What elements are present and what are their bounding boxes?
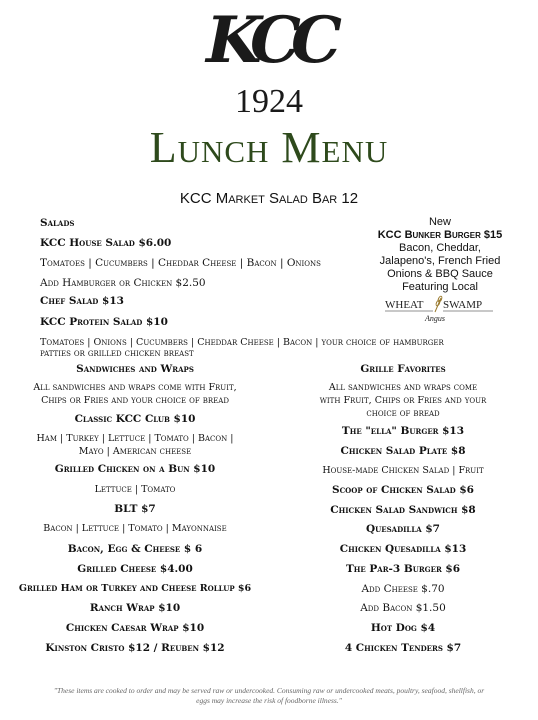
ham-turkey-rollup: Grilled Ham or Turkey and Cheese Rollup $6 bbox=[18, 583, 252, 594]
protein-salad-desc-2: patties or grilled chicken breast bbox=[40, 348, 194, 359]
ella-burger: The "ella" Burger $13 bbox=[341, 425, 465, 437]
scoop-chicken-salad: Scoop of Chicken Salad $6 bbox=[332, 484, 474, 496]
grilled-cheese: Grilled Cheese $4.00 bbox=[77, 563, 193, 575]
sandwiches-note bbox=[0, 381, 270, 407]
ranch-wrap: Ranch Wrap $10 bbox=[89, 602, 181, 614]
bacon-egg-cheese: Bacon, Egg & Cheese $ 6 bbox=[67, 543, 203, 555]
quesadilla: Quesadilla $7 bbox=[366, 523, 440, 535]
chicken-salad-sandwich: Chicken Salad Sandwich $8 bbox=[330, 504, 476, 516]
salads-heading: Salads bbox=[40, 217, 75, 229]
wheat-swamp-logo bbox=[385, 294, 495, 324]
food-safety-disclaimer bbox=[30, 686, 508, 706]
club-desc-2: Mayo | American cheese bbox=[78, 446, 192, 457]
sandwiches-heading: Sandwiches and Wraps bbox=[76, 363, 194, 375]
chef-salad: Chef Salad $13 bbox=[40, 295, 124, 307]
grilled-chicken: Grilled Chicken on a Bun $10 bbox=[54, 463, 216, 475]
add-cheese: Add Cheese $.70 bbox=[361, 583, 445, 595]
bunker-line-1: Bacon, Cheddar, bbox=[399, 242, 481, 254]
disclaimer-line-2: eggs may increase the risk of foodborne illness." bbox=[196, 696, 342, 705]
disclaimer-line-1: "These items are cooked to order and may be served raw or undercooked. Consuming raw or undercooked meats, poultry, seafood, shellfish, or bbox=[53, 686, 485, 695]
bunker-line-3: Onions & BBQ Sauce bbox=[387, 268, 493, 280]
caesar-wrap: Chicken Caesar Wrap $10 bbox=[65, 622, 205, 634]
grilled-chicken-desc: Lettuce | Tomato bbox=[94, 484, 176, 495]
grille-note-3: choice of bread bbox=[366, 408, 440, 419]
chicken-quesadilla: Chicken Quesadilla $13 bbox=[339, 543, 467, 555]
blt-desc: Bacon | Lettuce | Tomato | Mayonnaise bbox=[43, 523, 227, 534]
sandwiches-note-1: All sandwiches and wraps come with Fruit, bbox=[33, 382, 237, 393]
club-desc-1: Ham | Turkey | Lettuce | Tomato | Bacon | bbox=[36, 433, 234, 444]
page-title: Lunch Menu bbox=[149, 123, 389, 172]
bunker-line-2: Jalapeno's, French Fried bbox=[379, 255, 501, 267]
grille-note bbox=[268, 381, 538, 420]
hot-dog: Hot Dog $4 bbox=[370, 622, 436, 634]
club-desc bbox=[0, 432, 270, 458]
new-label: New bbox=[428, 216, 451, 228]
wheat-icon bbox=[435, 296, 443, 312]
club: Classic KCC Club $10 bbox=[74, 413, 196, 425]
house-salad-desc: Tomatoes | Cucumbers | Cheddar Cheese | Bacon | Onions bbox=[40, 257, 321, 269]
protein-salad: KCC Protein Salad $10 bbox=[40, 316, 168, 328]
bunker-line-4: Featuring Local bbox=[402, 281, 478, 293]
grille-note-1: All sandwiches and wraps come bbox=[328, 382, 478, 393]
new-item-block bbox=[355, 216, 525, 294]
chicken-tenders: 4 Chicken Tenders $7 bbox=[344, 642, 462, 654]
chicken-salad-desc: House-made Chicken Salad | Fruit bbox=[322, 465, 484, 476]
wheat-logo-left: WHEAT bbox=[385, 299, 424, 311]
add-protein: Add Hamburger or Chicken $2.50 bbox=[40, 277, 206, 289]
par3-burger: The Par-3 Burger $6 bbox=[345, 563, 461, 575]
grille-note-2: with Fruit, Chips or Fries and your bbox=[319, 395, 487, 406]
blt: BLT $7 bbox=[114, 503, 156, 515]
house-salad: KCC House Salad $6.00 bbox=[40, 237, 172, 249]
add-bacon: Add Bacon $1.50 bbox=[360, 602, 446, 614]
kinston-reuben: Kinston Cristo $12 / Reuben $12 bbox=[45, 642, 225, 654]
logo-year: 1924 bbox=[235, 83, 303, 120]
sandwiches-note-2: Chips or Fries and your choice of bread bbox=[41, 395, 229, 406]
salad-bar-heading: KCC Market Salad Bar 12 bbox=[179, 190, 359, 207]
wheat-logo-sub: Angus bbox=[425, 314, 445, 323]
grille-heading: Grille Favorites bbox=[360, 363, 446, 375]
protein-salad-desc-1: Tomatoes | Onions | Cucumbers | Cheddar Cheese | Bacon | your choice of hamburger bbox=[40, 337, 444, 348]
wheat-logo-right: SWAMP bbox=[443, 299, 483, 311]
bunker-burger: KCC Bunker Burger $15 bbox=[377, 229, 503, 241]
chicken-salad-plate: Chicken Salad Plate $8 bbox=[340, 445, 466, 457]
logo-monogram: KCC bbox=[206, 3, 332, 78]
